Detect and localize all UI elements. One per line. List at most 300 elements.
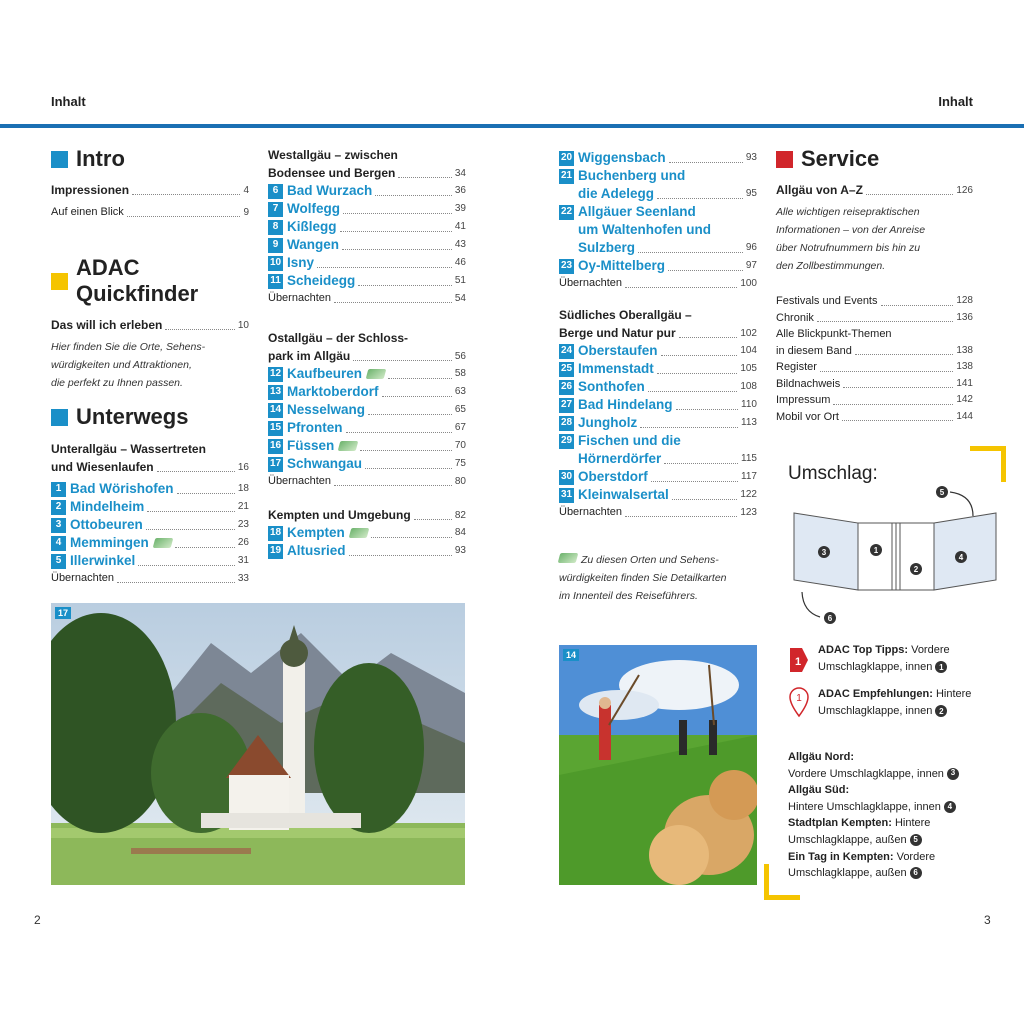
dot-leader <box>358 285 452 286</box>
corner-mark <box>970 446 1006 482</box>
place-entry[interactable] <box>268 365 466 383</box>
toc-entry[interactable] <box>776 293 973 310</box>
place-number: 8 <box>268 220 283 235</box>
dot-leader <box>375 195 452 196</box>
toc-entry[interactable] <box>776 343 973 360</box>
place-entry[interactable] <box>268 524 466 542</box>
service-description <box>776 203 973 275</box>
place-number: 22 <box>559 205 574 220</box>
entry-page: 31 <box>237 555 249 566</box>
dot-leader <box>346 432 452 433</box>
place-name: Buchenberg und <box>578 168 686 183</box>
dot-leader <box>165 329 235 330</box>
place-number: 4 <box>51 536 66 551</box>
entry-page: 126 <box>956 185 973 196</box>
dot-leader <box>388 378 452 379</box>
group-entry[interactable] <box>268 506 466 524</box>
toc-entry[interactable] <box>776 182 973 199</box>
dot-leader <box>342 249 452 250</box>
place-name: Hörnerdörfer <box>578 451 662 466</box>
place-entry[interactable] <box>268 200 466 218</box>
entry-page: 58 <box>454 368 466 379</box>
place-entry[interactable] <box>268 182 466 200</box>
entry-page: 96 <box>745 242 757 253</box>
note-line: würdigkeiten finden Sie Detailkarten <box>559 572 727 584</box>
church-photo <box>51 603 465 885</box>
map-icon <box>558 553 579 563</box>
desc-line: über Notrufnummern bis hin zu <box>776 242 921 254</box>
place-number: 25 <box>559 362 574 377</box>
note-line: Zu diesen Orten und Sehens- <box>581 554 719 566</box>
entry-page: 51 <box>454 275 466 286</box>
toc-entry[interactable] <box>776 359 973 376</box>
dot-leader <box>127 216 241 217</box>
place-name: Allgäuer Seenland <box>578 204 696 219</box>
entry-page: 115 <box>741 453 757 464</box>
section-quickfinder <box>51 255 249 307</box>
toc-entry[interactable] <box>559 504 757 521</box>
entry-page: 54 <box>454 293 466 304</box>
place-name: Oberstdorf <box>578 469 648 484</box>
header-right: Inhalt <box>938 94 973 109</box>
entry-label: Impressionen <box>51 183 130 197</box>
label-rest: Vordere <box>893 850 936 863</box>
place-entry[interactable] <box>559 378 757 396</box>
dot-leader <box>334 302 452 303</box>
square-icon <box>51 273 68 290</box>
entry-page: 23 <box>237 519 249 530</box>
map-icon <box>152 538 173 548</box>
dot-leader <box>157 471 235 472</box>
section-title: Unterwegs <box>76 404 189 429</box>
place-name: Kißlegg <box>287 219 337 234</box>
place-number: 26 <box>559 380 574 395</box>
number-badge: 4 <box>944 801 956 813</box>
label-line: Hintere Umschlagklappe, innen <box>788 800 941 813</box>
entry-page: 67 <box>454 422 466 433</box>
place-entry[interactable] <box>268 542 466 560</box>
entry-label: Impressum <box>776 394 831 406</box>
label-bold: Stadtplan Kempten: <box>788 817 892 830</box>
entry-label: Allgäu von A–Z <box>776 183 863 197</box>
place-name: Bad Wörishofen <box>70 481 174 496</box>
entry-page: 110 <box>741 399 757 410</box>
column-1 <box>51 146 249 587</box>
entry-page: 123 <box>740 507 757 518</box>
desc-line: würdigkeiten und Attraktionen, <box>51 359 192 371</box>
entry-page: 128 <box>956 295 973 306</box>
group-heading: Westallgäu – zwischen <box>268 148 398 162</box>
entry-label: Chronik <box>776 311 814 324</box>
map-note <box>559 551 757 605</box>
place-entry[interactable] <box>268 419 466 437</box>
dot-leader <box>855 354 953 355</box>
dot-leader <box>820 371 953 372</box>
label-rest: Hintere <box>891 817 931 830</box>
toc-entry[interactable] <box>51 317 249 334</box>
group-entry[interactable] <box>268 164 466 182</box>
toc-entry[interactable] <box>776 409 973 426</box>
entry-label: Auf einen Blick <box>51 206 124 218</box>
label-bold: ADAC Top Tipps: <box>818 644 909 656</box>
dot-leader <box>866 194 953 195</box>
group-heading: Kempten und Umgebung <box>268 508 411 522</box>
place-entry[interactable] <box>559 396 757 414</box>
entry-page: 142 <box>956 394 973 405</box>
dot-leader <box>672 499 738 500</box>
place-entry[interactable] <box>559 342 757 360</box>
place-number: 6 <box>268 184 283 199</box>
group-heading: Ostallgäu – der Schloss- <box>268 331 409 345</box>
dot-leader <box>177 493 235 494</box>
dot-leader <box>146 529 235 530</box>
place-name: die Adelegg <box>578 186 655 201</box>
place-number: 24 <box>559 344 574 359</box>
place-number: 23 <box>559 259 574 274</box>
place-name: Altusried <box>287 543 346 558</box>
entry-label: Festivals und Events <box>776 295 878 307</box>
entry-label: Übernachten <box>559 277 622 289</box>
label-line: Umschlagklappe, außen <box>788 833 907 846</box>
place-entry[interactable] <box>559 468 757 486</box>
dot-leader <box>669 162 743 163</box>
dot-leader <box>147 511 235 512</box>
entry-page: 93 <box>745 152 757 163</box>
photo-badge: 17 <box>55 607 71 619</box>
place-entry[interactable] <box>51 480 249 498</box>
label-bold: Ein Tag in Kempten: <box>788 850 894 863</box>
place-entry[interactable] <box>268 401 466 419</box>
dot-leader <box>843 387 953 388</box>
dot-leader <box>881 305 954 306</box>
place-name: Füssen <box>287 438 335 453</box>
dot-leader <box>360 450 452 451</box>
entry-page: 26 <box>237 537 249 548</box>
entry-page: 105 <box>740 363 757 374</box>
dot-leader <box>138 565 235 566</box>
entry-label: Übernachten <box>268 292 331 304</box>
dot-leader <box>664 463 738 464</box>
dot-leader <box>117 582 235 583</box>
square-icon <box>51 409 68 426</box>
place-entry[interactable] <box>559 203 757 221</box>
note-line: im Innenteil des Reiseführers. <box>559 590 698 602</box>
page-number-right: 3 <box>984 913 991 927</box>
toc-entry[interactable] <box>51 570 249 587</box>
place-entry-continued[interactable] <box>559 185 757 203</box>
place-name: Bad Hindelang <box>578 397 673 412</box>
dot-leader <box>398 177 452 178</box>
dot-leader <box>625 287 737 288</box>
cover-num-1: 1 <box>873 546 879 555</box>
entry-page: 122 <box>740 489 757 500</box>
place-number: 3 <box>51 518 66 533</box>
group-entry[interactable] <box>51 458 249 476</box>
desc-line: Hier finden Sie die Orte, Sehens- <box>51 341 206 353</box>
place-entry[interactable] <box>268 383 466 401</box>
quickfinder-description <box>51 338 249 392</box>
column-4 <box>776 146 973 425</box>
section-title: Service <box>801 146 880 171</box>
toc-entry[interactable] <box>776 310 973 327</box>
cover-num-6: 6 <box>827 614 833 623</box>
entry-page: 141 <box>956 377 973 389</box>
place-name: Wiggensbach <box>578 150 666 165</box>
place-number: 7 <box>268 202 283 217</box>
label-line: Umschlagklappe, innen <box>818 705 933 717</box>
dot-leader <box>175 547 235 548</box>
dot-leader <box>817 321 953 322</box>
toc-entry[interactable] <box>268 473 466 490</box>
place-entry[interactable] <box>268 218 466 236</box>
place-entry-continued[interactable] <box>559 221 757 239</box>
toc-entry[interactable] <box>51 204 249 221</box>
entry-page: 9 <box>243 207 249 218</box>
place-entry[interactable] <box>268 437 466 455</box>
header-left: Inhalt <box>51 94 86 109</box>
place-entry[interactable] <box>268 455 466 473</box>
entry-page: 21 <box>237 501 249 512</box>
cover-diagram <box>788 480 1004 630</box>
place-name: Fischen und die <box>578 433 681 448</box>
desc-line: Alle wichtigen reisepraktischen <box>776 206 920 218</box>
entry-page: 70 <box>454 440 466 451</box>
toc-entry[interactable] <box>51 182 249 199</box>
place-name: Wolfegg <box>287 201 340 216</box>
group-heading: Unterallgäu – Wassertreten <box>51 442 206 456</box>
place-name: Jungholz <box>578 415 638 430</box>
place-number: 13 <box>268 385 283 400</box>
entry-page: 144 <box>956 410 973 422</box>
entry-page: 65 <box>454 404 466 415</box>
place-number: 11 <box>268 274 283 289</box>
place-entry[interactable] <box>559 432 757 450</box>
place-name: Sonthofen <box>578 379 645 394</box>
place-entry[interactable] <box>268 272 466 290</box>
dot-leader <box>349 555 452 556</box>
place-name: Illerwinkel <box>70 553 136 568</box>
place-number: 30 <box>559 470 574 485</box>
dot-leader <box>365 468 452 469</box>
dot-leader <box>414 519 452 520</box>
place-name: Kleinwalsertal <box>578 487 669 502</box>
map-icon <box>348 528 369 538</box>
entry-page: 43 <box>454 239 466 250</box>
place-entry[interactable] <box>51 498 249 516</box>
label-bold: Allgäu Süd: <box>788 784 850 797</box>
number-badge: 5 <box>910 834 922 846</box>
dot-leader <box>382 396 452 397</box>
toc-entry[interactable] <box>268 290 466 307</box>
column-3 <box>559 149 757 605</box>
dot-leader <box>132 194 240 195</box>
entry-label: Bildnachweis <box>776 377 841 390</box>
toc-entry[interactable] <box>776 392 973 409</box>
section-title: Intro <box>76 146 125 171</box>
place-name: Isny <box>287 255 315 270</box>
place-entry[interactable] <box>268 236 466 254</box>
place-entry[interactable] <box>559 149 757 167</box>
photo-badge: 14 <box>563 649 579 661</box>
svg-text:1: 1 <box>796 693 802 704</box>
cover-num-5: 5 <box>939 488 945 497</box>
column-2 <box>268 146 466 560</box>
place-number: 17 <box>268 457 283 472</box>
header-rule <box>0 124 1024 128</box>
place-entry-continued[interactable] <box>559 450 757 468</box>
group-entry[interactable] <box>559 324 757 342</box>
dot-leader <box>676 409 739 410</box>
place-number: 21 <box>559 169 574 184</box>
section-intro <box>51 146 249 172</box>
entry-page: 97 <box>745 260 757 271</box>
cover-num-4: 4 <box>958 553 964 562</box>
entry-page: 93 <box>454 545 466 556</box>
place-name: um Waltenhofen und <box>578 222 711 237</box>
entry-page: 34 <box>454 168 466 179</box>
section-unterwegs <box>51 404 249 430</box>
place-number: 10 <box>268 256 283 271</box>
number-badge: 2 <box>935 705 947 717</box>
label-rest: Hintere <box>932 688 972 700</box>
group-heading: park im Allgäu <box>268 349 351 363</box>
label-line: Umschlagklappe, außen <box>788 867 907 880</box>
entry-page: 41 <box>454 221 466 232</box>
square-icon <box>51 151 68 168</box>
place-name: Oy-Mittelberg <box>578 258 666 273</box>
dot-leader <box>317 267 452 268</box>
entry-label: Übernachten <box>268 475 331 487</box>
entry-page: 56 <box>454 351 466 362</box>
cover-maps-list <box>788 749 959 882</box>
dot-leader <box>334 485 452 486</box>
top-tipp-icon <box>788 640 810 674</box>
place-number: 29 <box>559 434 574 449</box>
entry-page: 33 <box>237 573 249 584</box>
empfehlungen-text <box>818 686 971 720</box>
entry-label: Alle Blickpunkt-Themen <box>776 328 892 340</box>
toc-entry <box>776 326 973 343</box>
dot-leader <box>668 270 743 271</box>
place-name: Memmingen <box>70 535 149 550</box>
map-icon <box>366 369 387 379</box>
entry-page: 108 <box>740 381 757 392</box>
entry-page: 138 <box>956 344 973 356</box>
place-number: 5 <box>51 554 66 569</box>
alphorn-illustration <box>559 645 757 885</box>
label-bold: Allgäu Nord: <box>788 751 854 763</box>
entry-label: Mobil vor Ort <box>776 410 839 423</box>
place-entry[interactable] <box>51 552 249 570</box>
entry-page: 102 <box>740 328 757 339</box>
umschlag-title: Umschlag: <box>788 463 878 484</box>
dot-leader <box>343 213 452 214</box>
entry-page: 39 <box>454 203 466 214</box>
dot-leader <box>640 427 738 428</box>
place-name: Nesselwang <box>287 402 366 417</box>
square-icon <box>776 151 793 168</box>
dot-leader <box>661 355 738 356</box>
place-name: Ottobeuren <box>70 517 143 532</box>
label-bold: ADAC Empfehlungen: <box>818 688 933 700</box>
place-entry-continued[interactable] <box>559 239 757 257</box>
place-number: 19 <box>268 544 283 559</box>
label-line: Vordere Umschlagklappe, innen <box>788 767 944 780</box>
entry-page: 80 <box>454 476 466 487</box>
group-heading: Südliches Oberallgäu – <box>559 308 692 322</box>
entry-label: Übernachten <box>51 572 114 584</box>
empfehlung-icon <box>788 686 810 718</box>
place-number: 9 <box>268 238 283 253</box>
place-name: Schwangau <box>287 456 363 471</box>
place-name: Bad Wurzach <box>287 183 373 198</box>
place-entry[interactable] <box>559 257 757 275</box>
section-service <box>776 146 973 172</box>
group-heading: Berge und Natur pur <box>559 326 676 340</box>
dot-leader <box>648 391 738 392</box>
place-entry[interactable] <box>559 360 757 378</box>
place-number: 16 <box>268 439 283 454</box>
group-entry[interactable] <box>268 347 466 365</box>
place-name: Immenstadt <box>578 361 654 376</box>
entry-page: 36 <box>454 185 466 196</box>
place-number: 14 <box>268 403 283 418</box>
entry-page: 16 <box>237 462 249 473</box>
place-number: 12 <box>268 367 283 382</box>
place-entry[interactable] <box>559 167 757 185</box>
dot-leader <box>657 373 738 374</box>
entry-label: Übernachten <box>559 506 622 518</box>
toc-entry[interactable] <box>559 275 757 292</box>
entry-page: 63 <box>454 386 466 397</box>
top-tipps-text <box>818 642 950 676</box>
place-name: Pfronten <box>287 420 343 435</box>
entry-page: 82 <box>454 510 466 521</box>
entry-page: 18 <box>237 483 249 494</box>
place-number: 18 <box>268 526 283 541</box>
entry-page: 136 <box>956 311 973 323</box>
entry-page: 4 <box>243 185 249 196</box>
dot-leader <box>638 252 743 253</box>
dot-leader <box>833 404 953 405</box>
desc-line: den Zollbestimmungen. <box>776 260 886 272</box>
section-title: ADAC Quickfinder <box>76 255 199 306</box>
page-number-left: 2 <box>34 913 41 927</box>
place-entry[interactable] <box>559 414 757 432</box>
cover-num-2: 2 <box>913 565 919 574</box>
group-heading: Bodensee und Bergen <box>268 166 396 180</box>
group-heading: und Wiesenlaufen <box>51 460 154 474</box>
place-number: 28 <box>559 416 574 431</box>
place-name: Kempten <box>287 525 345 540</box>
place-entry[interactable] <box>268 254 466 272</box>
map-icon <box>338 441 359 451</box>
desc-line: Informationen – von der Anreise <box>776 224 926 236</box>
place-name: Wangen <box>287 237 339 252</box>
entry-label: Register <box>776 361 817 373</box>
place-number: 2 <box>51 500 66 515</box>
place-entry[interactable] <box>559 486 757 504</box>
entry-label: Das will ich erleben <box>51 318 163 332</box>
place-number: 31 <box>559 488 574 503</box>
place-entry[interactable] <box>51 516 249 534</box>
place-name: Mindelheim <box>70 499 145 514</box>
number-badge: 3 <box>947 768 959 780</box>
toc-entry[interactable] <box>776 376 973 393</box>
place-entry[interactable] <box>51 534 249 552</box>
dot-leader <box>842 420 953 421</box>
dot-leader <box>679 337 738 338</box>
